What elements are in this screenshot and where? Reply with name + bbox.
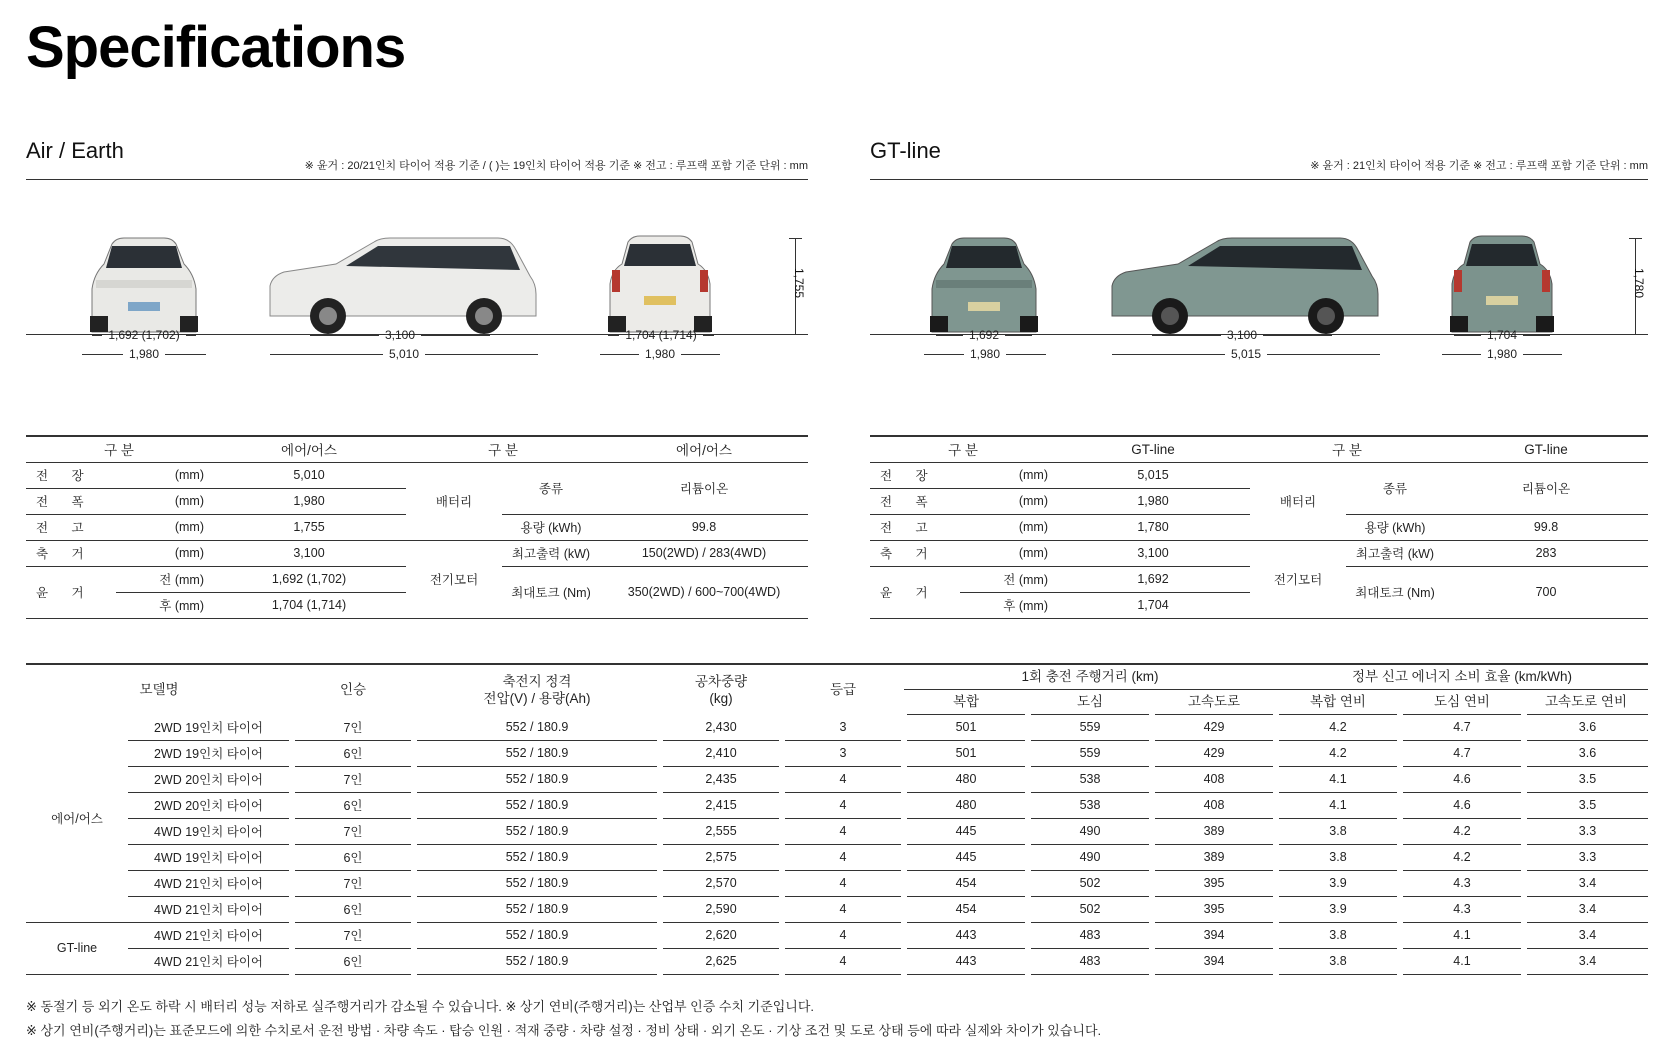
table-cell: 3.4: [1524, 896, 1648, 922]
table-cell: 490: [1028, 844, 1152, 870]
front-track-dim: 1,692 (1,702): [92, 328, 196, 342]
header-range-highway: 고속도로: [1152, 689, 1276, 714]
table-cell: 4: [782, 844, 904, 870]
row-unit: (mm): [116, 462, 212, 488]
table-cell: 2,590: [660, 896, 782, 922]
table-cell: 480: [904, 766, 1028, 792]
table-cell: 2WD 19인치 타이어: [128, 740, 292, 766]
table-cell: 7인: [292, 766, 414, 792]
table-cell: 4.1: [1400, 922, 1524, 948]
table-cell: 552 / 180.9: [414, 766, 660, 792]
track-front-unit: 전 (mm): [116, 566, 212, 592]
row-unit: (mm): [960, 540, 1056, 566]
header-weight: 공차중량 (kg): [694, 673, 748, 706]
track-rear-value: 1,704 (1,714): [271, 598, 347, 612]
front-width-dim: 1,980: [82, 347, 206, 361]
track-label: 윤 거: [880, 586, 938, 600]
header-model-2: GT-line: [1444, 436, 1648, 462]
table-row: [26, 870, 1648, 896]
panel-note: ※ 윤거 : 21인치 타이어 적용 기준 ※ 전고 : 루프랙 포함 기준 단위 : mm: [1310, 160, 1648, 172]
table-cell: 3.9: [1276, 896, 1400, 922]
table-cell: 395: [1152, 896, 1276, 922]
panel-title: Air / Earth: [26, 138, 124, 163]
table-cell: 502: [1028, 896, 1152, 922]
table-cell: 552 / 180.9: [414, 714, 660, 740]
row-unit: (mm): [116, 514, 212, 540]
table-cell: 454: [904, 870, 1028, 896]
table-cell: 2,415: [660, 792, 782, 818]
row-value: 1,980: [212, 488, 406, 514]
table-cell: 3.8: [1276, 948, 1400, 974]
table-cell: 4.3: [1400, 870, 1524, 896]
table-row: [26, 818, 1648, 844]
motor-torque-value: 350(2WD) / 600~700(4WD): [627, 585, 781, 599]
motor-power-value: 150(2WD) / 283(4WD): [600, 540, 808, 566]
table-cell: 6인: [292, 896, 414, 922]
header-eff-city: 도심 연비: [1400, 689, 1524, 714]
table-cell: 3.4: [1524, 870, 1648, 896]
table-cell: 3: [782, 740, 904, 766]
table-cell: 2,430: [660, 714, 782, 740]
table-cell: 443: [904, 922, 1028, 948]
table-cell: 6인: [292, 948, 414, 974]
table-cell: 4WD 21인치 타이어: [128, 896, 292, 922]
table-cell: 4.2: [1400, 818, 1524, 844]
row-value: 3,100: [1056, 540, 1250, 566]
table-cell: 445: [904, 818, 1028, 844]
header-efficiency: 정부 신고 에너지 소비 효율 (km/kWh): [1276, 664, 1648, 689]
car-illustration-area: [870, 180, 1648, 335]
table-cell: 4: [782, 922, 904, 948]
table-cell: 552 / 180.9: [414, 870, 660, 896]
car-front-view: [82, 234, 206, 334]
panel-header: [870, 135, 1648, 180]
table-cell: 4WD 19인치 타이어: [128, 818, 292, 844]
battery-label: 배터리: [406, 462, 502, 540]
table-cell: 4: [782, 792, 904, 818]
header-model: 에어/어스: [212, 436, 406, 462]
table-cell: 429: [1152, 714, 1276, 740]
track-rear-unit: 후 (mm): [1003, 599, 1048, 613]
battery-cap-label: 용량 (kWh): [502, 514, 600, 540]
row-label: 전 장: [870, 462, 960, 488]
table-cell: 552 / 180.9: [414, 818, 660, 844]
battery-cap-label: 용량 (kWh): [1346, 514, 1444, 540]
table-cell: 7인: [292, 870, 414, 896]
table-cell: 394: [1152, 948, 1276, 974]
battery-type-label: 종류: [502, 462, 600, 514]
car-side-view: [1108, 234, 1380, 334]
wheelbase-dim: 3,100: [310, 328, 490, 342]
rear-track-dim: 1,704: [1454, 328, 1550, 342]
rear-width-dim: 1,980: [600, 347, 720, 361]
table-cell: 4.1: [1276, 792, 1400, 818]
table-cell: 2,575: [660, 844, 782, 870]
table-cell: 552 / 180.9: [414, 948, 660, 974]
efficiency-table: [26, 663, 1648, 975]
table-cell: 2,410: [660, 740, 782, 766]
motor-power-label: 최고출력 (kW): [1346, 540, 1444, 566]
table-cell: 389: [1152, 818, 1276, 844]
table-cell: 2WD 20인치 타이어: [128, 766, 292, 792]
table-cell: 4.1: [1400, 948, 1524, 974]
footnote: ※ 동절기 등 외기 온도 하락 시 배터리 성능 저하로 실주행거리가 감소될 수 있습니다. ※ 상기 연비(주행거리)는 산업부 인증 수치 기준입니다.: [26, 999, 815, 1014]
table-cell: 6인: [292, 792, 414, 818]
row-label: 전 장: [26, 462, 116, 488]
rear-width-dim: 1,980: [1442, 347, 1562, 361]
battery-type-value: 리튬이온: [1444, 462, 1648, 514]
table-cell: 454: [904, 896, 1028, 922]
row-label: 축 거: [870, 540, 960, 566]
table-cell: 6인: [292, 844, 414, 870]
panel-note: ※ 윤거 : 20/21인치 타이어 적용 기준 / ( )는 19인치 타이어 적용 기준 ※ 전고 : 루프랙 포함 기준 단위 : mm: [304, 160, 808, 172]
header-model: GT-line: [1056, 436, 1250, 462]
table-row: [26, 792, 1648, 818]
page-title: Specifications: [26, 15, 406, 80]
table-cell: 2,620: [660, 922, 782, 948]
row-label: 축 거: [26, 540, 116, 566]
table-cell: 4.3: [1400, 896, 1524, 922]
table-cell: 7인: [292, 714, 414, 740]
row-unit: (mm): [960, 514, 1056, 540]
header-range-city: 도심: [1028, 689, 1152, 714]
car-illustration-area: [26, 180, 808, 335]
header-battery: 축전지 정격 전압(V) / 용량(Ah): [483, 673, 591, 706]
table-cell: 3.4: [1524, 922, 1648, 948]
row-value: 1,980: [1056, 488, 1250, 514]
track-rear-unit: 후 (mm): [159, 599, 204, 613]
table-cell: 552 / 180.9: [414, 844, 660, 870]
table-row: [26, 714, 1648, 740]
table-cell: 3.5: [1524, 766, 1648, 792]
battery-cap-value: 99.8: [600, 514, 808, 540]
row-value: 3,100: [212, 540, 406, 566]
table-cell: 2,625: [660, 948, 782, 974]
header-range-combined: 복합: [904, 689, 1028, 714]
row-value: 1,780: [1056, 514, 1250, 540]
table-cell: 4: [782, 870, 904, 896]
table-cell: 483: [1028, 922, 1152, 948]
table-cell: 389: [1152, 844, 1276, 870]
battery-type-label: 종류: [1346, 462, 1444, 514]
table-row: [26, 948, 1648, 974]
table-cell: 3.4: [1524, 948, 1648, 974]
gt-line-spec-table: [870, 435, 1648, 619]
table-cell: 559: [1028, 714, 1152, 740]
row-label: 전 고: [870, 514, 960, 540]
table-cell: 7인: [292, 818, 414, 844]
row-value: 5,015: [1056, 462, 1250, 488]
table-cell: 3.6: [1524, 740, 1648, 766]
air-earth-spec-table: [26, 435, 808, 619]
rear-track-dim: 1,704 (1,714): [608, 328, 714, 342]
table-cell: 2,570: [660, 870, 782, 896]
header-model-name: 모델명: [139, 682, 179, 697]
wheelbase-dim: 3,100: [1152, 328, 1332, 342]
header-model-2: 에어/어스: [600, 436, 808, 462]
table-cell: 3.8: [1276, 844, 1400, 870]
table-cell: 4WD 21인치 타이어: [128, 922, 292, 948]
table-cell: 552 / 180.9: [414, 896, 660, 922]
track-front-value: 1,692: [1056, 566, 1250, 592]
header-eff-highway: 고속도로 연비: [1524, 689, 1648, 714]
motor-label: 전기모터: [429, 573, 479, 587]
table-cell: 552 / 180.9: [414, 740, 660, 766]
panel-header: [26, 135, 808, 180]
header-eff-combined: 복합 연비: [1276, 689, 1400, 714]
table-cell: 490: [1028, 818, 1152, 844]
table-row: [26, 740, 1648, 766]
table-row: [26, 922, 1648, 948]
table-cell: 4.2: [1276, 714, 1400, 740]
height-label: 1,755: [791, 267, 806, 299]
battery-label: 배터리: [1250, 462, 1346, 540]
track-rear-value: 1,704: [1137, 598, 1169, 612]
table-cell: 2WD 20인치 타이어: [128, 792, 292, 818]
front-width-dim: 1,980: [924, 347, 1046, 361]
motor-torque-value: 700: [1535, 585, 1557, 599]
track-front-value: 1,692 (1,702): [212, 566, 406, 592]
table-cell: 4WD 19인치 타이어: [128, 844, 292, 870]
table-row: [26, 896, 1648, 922]
table-cell: 538: [1028, 766, 1152, 792]
header-seats: 인승: [339, 682, 367, 697]
table-cell: 4WD 21인치 타이어: [128, 948, 292, 974]
efficiency-table-body: [26, 714, 1648, 974]
table-cell: 443: [904, 948, 1028, 974]
model-group-label: GT-line: [26, 922, 128, 974]
table-cell: 501: [904, 740, 1028, 766]
header-grade: 등급: [829, 682, 857, 697]
car-side-view: [266, 234, 538, 334]
footnotes: [26, 995, 1101, 1043]
table-cell: 408: [1152, 766, 1276, 792]
table-cell: 3.8: [1276, 818, 1400, 844]
height-label: 1,780: [1631, 267, 1646, 299]
row-unit: (mm): [116, 488, 212, 514]
table-cell: 4.7: [1400, 714, 1524, 740]
table-cell: 4: [782, 948, 904, 974]
table-cell: 429: [1152, 740, 1276, 766]
table-cell: 3: [782, 714, 904, 740]
table-cell: 4.2: [1400, 844, 1524, 870]
row-label: 전 폭: [26, 488, 116, 514]
motor-torque-label: 최대토크 (Nm): [1355, 586, 1435, 600]
row-value: 5,010: [212, 462, 406, 488]
gt-line-panel: [870, 135, 1648, 613]
car-rear-view: [600, 234, 720, 334]
table-cell: 6인: [292, 740, 414, 766]
table-cell: 483: [1028, 948, 1152, 974]
header-gubun: 구 분: [26, 436, 212, 462]
battery-cap-value: 99.8: [1444, 514, 1648, 540]
footnote: ※ 상기 연비(주행거리)는 표준모드에 의한 수치로서 운전 방법 · 차량 속도 · 탑승 인원 · 적재 중량 · 차량 설정 · 정비 상태 · 외기 온도 · 기상 조건 및 도로 상태 등에 따라 실제와 차이가 있습니다.: [26, 1023, 1102, 1038]
motor-power-value: 283: [1444, 540, 1648, 566]
table-cell: 502: [1028, 870, 1152, 896]
table-cell: 7인: [292, 922, 414, 948]
table-cell: 4: [782, 896, 904, 922]
table-cell: 445: [904, 844, 1028, 870]
header-range: 1회 충전 주행거리 (km): [904, 664, 1276, 689]
length-dim: 5,010: [270, 347, 538, 361]
model-group-label: 에어/어스: [26, 714, 128, 922]
header-gubun-2: 구 분: [406, 436, 600, 462]
table-cell: 408: [1152, 792, 1276, 818]
table-cell: 4WD 21인치 타이어: [128, 870, 292, 896]
table-cell: 3.6: [1524, 714, 1648, 740]
table-cell: 501: [904, 714, 1028, 740]
track-label: 윤 거: [36, 586, 94, 600]
table-cell: 4.2: [1276, 740, 1400, 766]
table-cell: 2,555: [660, 818, 782, 844]
table-cell: 394: [1152, 922, 1276, 948]
battery-type-value: 리튬이온: [600, 462, 808, 514]
table-cell: 559: [1028, 740, 1152, 766]
car-rear-view: [1442, 234, 1562, 334]
car-front-view: [922, 234, 1046, 334]
row-label: 전 고: [26, 514, 116, 540]
table-cell: 4.1: [1276, 766, 1400, 792]
table-cell: 4.7: [1400, 740, 1524, 766]
table-cell: 2WD 19인치 타이어: [128, 714, 292, 740]
row-value: 1,755: [212, 514, 406, 540]
header-gubun: 구 분: [870, 436, 1056, 462]
table-cell: 4: [782, 766, 904, 792]
motor-torque-label: 최대토크 (Nm): [511, 586, 591, 600]
panel-title: GT-line: [870, 138, 941, 163]
air-earth-panel: [26, 135, 808, 613]
table-cell: 3.5: [1524, 792, 1648, 818]
row-label: 전 폭: [870, 488, 960, 514]
row-unit: (mm): [960, 462, 1056, 488]
table-cell: 4.6: [1400, 766, 1524, 792]
table-cell: 4: [782, 818, 904, 844]
header-gubun-2: 구 분: [1250, 436, 1444, 462]
table-cell: 4.6: [1400, 792, 1524, 818]
table-cell: 3.8: [1276, 922, 1400, 948]
motor-power-label: 최고출력 (kW): [502, 540, 600, 566]
table-row: [26, 844, 1648, 870]
table-cell: 3.3: [1524, 844, 1648, 870]
motor-label: 전기모터: [1273, 573, 1323, 587]
table-cell: 538: [1028, 792, 1152, 818]
table-cell: 395: [1152, 870, 1276, 896]
table-cell: 3.3: [1524, 818, 1648, 844]
track-front-unit: 전 (mm): [960, 566, 1056, 592]
row-unit: (mm): [960, 488, 1056, 514]
length-dim: 5,015: [1112, 347, 1380, 361]
table-cell: 3.9: [1276, 870, 1400, 896]
row-unit: (mm): [116, 540, 212, 566]
front-track-dim: 1,692: [936, 328, 1032, 342]
table-cell: 552 / 180.9: [414, 922, 660, 948]
table-cell: 552 / 180.9: [414, 792, 660, 818]
table-row: [26, 766, 1648, 792]
table-cell: 480: [904, 792, 1028, 818]
table-cell: 2,435: [660, 766, 782, 792]
